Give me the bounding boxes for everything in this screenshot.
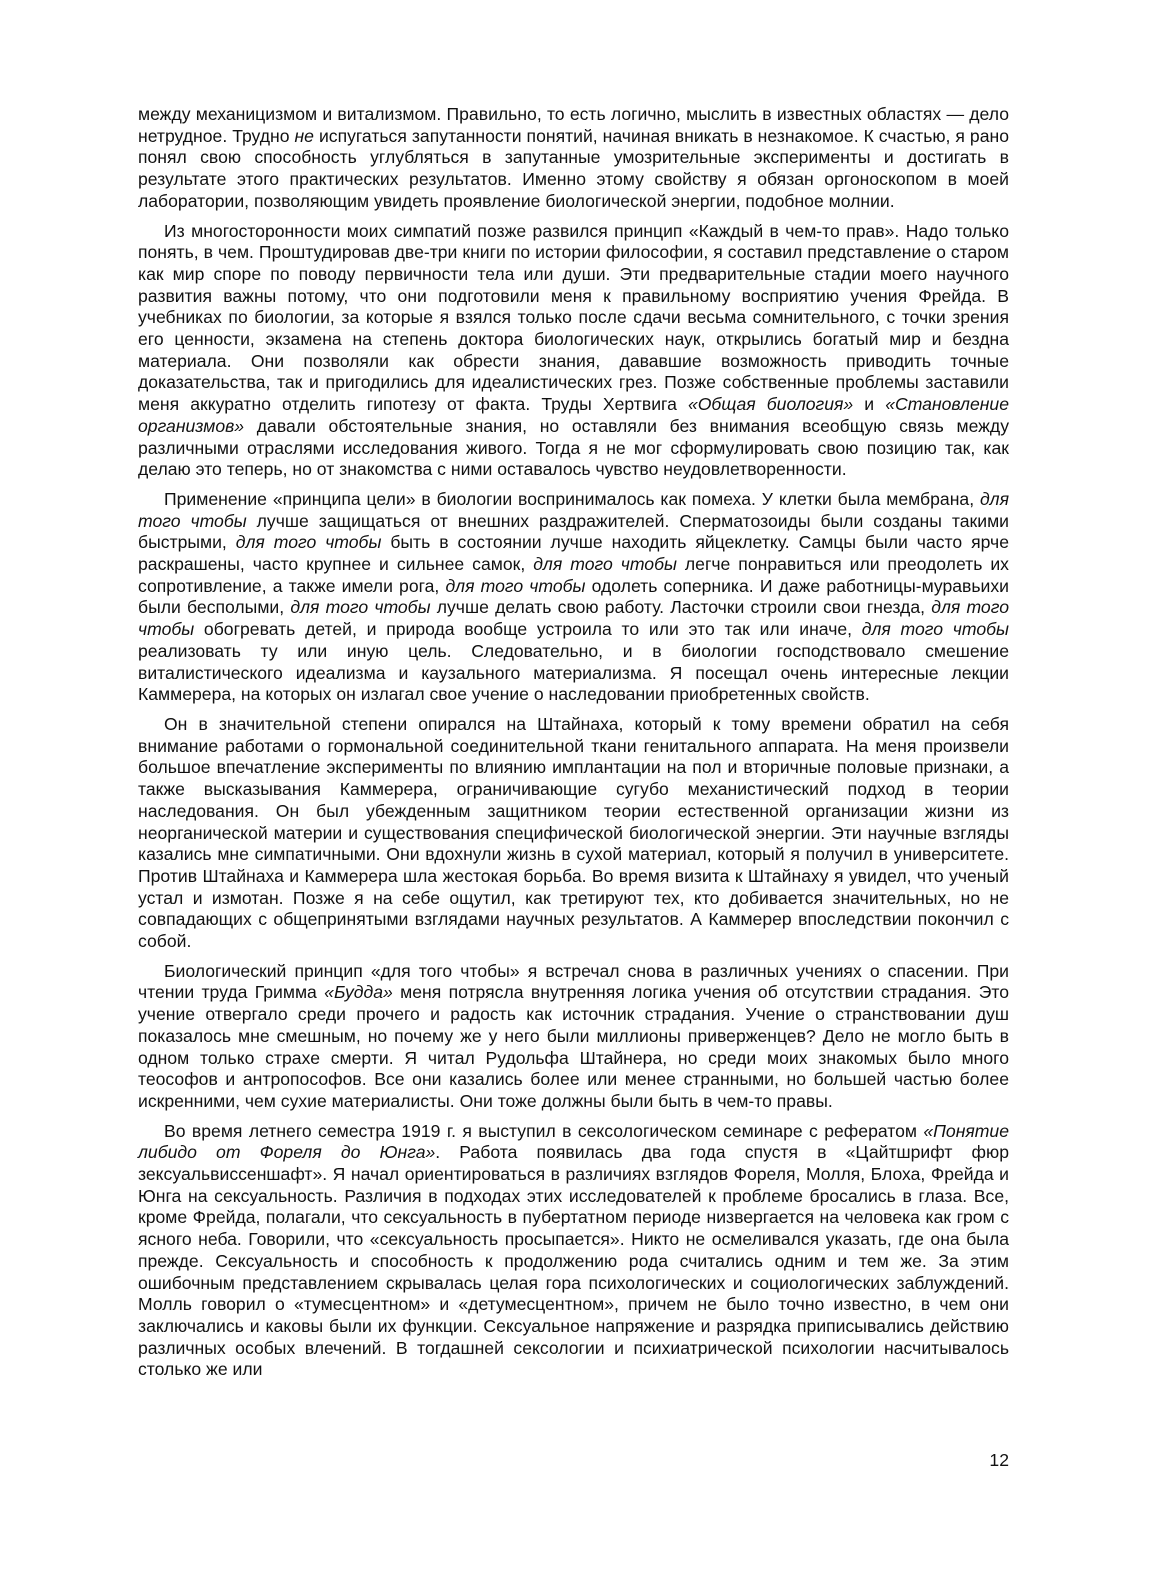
text-run: Биологический принцип «для того чтобы» я встречал снова в различных учениях о спасении. При чтении труда Гримма	[138, 960, 1009, 1003]
text-run: Из многосторонности моих симпатий позже развился принцип «Каждый в чем-то прав». Надо только понять, в чем. Проштудировав две-три книги по истории философии, я составил представление о старом как мир споре по поводу первичности тела или души. Эти предварительные стадии моего научного развития важны потому, что они подготовили меня к правильному восприятию учения Фрейда. В учебниках по биологии, за которые я взялся только после сдачи весьма сомнительного, с точки зрения его ценности, экзамена на степень доктора биологических наук, открылись богатый мир и бездна материала. Они позволяли как обрести знания, дававшие возможность приводить точные доказательства, так и пригодились для идеалистических грез. Позже собственные проблемы заставили меня аккуратно отделить гипотезу от факта. Труды Хертвига	[138, 220, 1009, 415]
text-run-italic: «Понятие либидо от Фореля до Юнга»	[138, 1120, 1009, 1163]
text-run: лучше защищаться от внешних раздражителей. Сперматозоиды были созданы такими быстрыми,	[138, 510, 1009, 553]
paragraph-2	[138, 221, 1009, 481]
text-run-italic: для того чтобы	[138, 597, 1009, 640]
paragraph-1	[138, 104, 1009, 213]
page-body	[138, 104, 1009, 1389]
text-run: меня потрясла внутренняя логика учения об отсутствии страдания. Это учение отвергало среди прочего и радость как источник страдания. Учение о странствовании душ показалось мне смешным, но почему же у него были миллионы приверженцев? Дело не могло быть в одном только страхе смерти. Я читал Рудольфа Штайнера, но среди моих знакомых было много теософов и антропософов. Все они казались более или менее странными, но большей частью более искренними, чем сухие материалисты. Они тоже должны были быть в чем-то правы.	[138, 982, 1009, 1111]
text-run: . Работа появилась два года спустя в «Цайтшрифт фюр зексуальвиссеншафт». Я начал ориентироваться в различиях взглядов Фореля, Молля, Блоха, Фрейда и Юнга на сексуальность. Различия в подходах этих исследователей к проблеме бросались в глаза. Все, кроме Фрейда, полагали, что сексуальность в пубертатном периоде низвергается на человека как гром с ясного неба. Говорили, что «сексуальность просыпается». Никто не осмеливался указать, где она была прежде. Сексуальность и способность к продолжению рода считались одним и тем же. За этим ошибочным представлением скрывалась целая гора психологических и социологических заблуждений. Молль говорил о «тумесцентном» и «детумесцентном», причем не было точно известно, в чем они заключались и каковы были их функции. Сексуальное напряжение и разрядка приписывались действию различных особых влечений. В тогдашней сексологии и психиатрической психологии насчитывалось столько же или	[138, 1142, 1009, 1380]
text-run-italic: для того чтобы	[861, 619, 1009, 640]
text-run-italic: «Будда»	[324, 982, 393, 1003]
text-run: Он в значительной степени опирался на Штайнаха, который к тому времени обратил на себя внимание работами о гормональной соединительной ткани генитального аппарата. На меня произвели большое впечатление эксперименты по влиянию имплантации на пол и вторичные половые признаки, а также высказывания Каммерера, ограничивающие сугубо механистический подход в теории наследования. Он был убежденным защитником теории естественной организации жизни из неорганической материи и существования специфической биологической энергии. Эти научные взгляды казались мне симпатичными. Они вдохнули жизнь в сухой материал, который я получил в университете. Против Штайнаха и Каммерера шла жестокая борьба. Во время визита к Штайнаху я увидел, что ученый устал и измотан. Позже я на себе ощутил, как третируют тех, кто добивается значительных, но не совпадающих с общепринятыми взглядами научных результатов. А Каммерер впоследствии покончил с собой.	[138, 713, 1009, 952]
text-run-italic: для того чтобы	[533, 554, 677, 575]
text-run: испугаться запутанности понятий, начиная вникать в незнакомое. К счастью, я рано понял свою способность углубляться в запутанные умозрительные эксперименты и достигать в результате этого практических результатов. Именно этому свойству я обязан оргоноскопом в моей лаборатории, позволяющим увидеть проявление биологической энергии, подобное молнии.	[138, 125, 1009, 211]
text-run: Применение «принципа цели» в биологии воспринималось как помеха. У клетки была мембрана,	[164, 488, 980, 509]
text-run-italic: «Становление организмов»	[138, 394, 1009, 436]
text-run-italic: для того чтобы	[445, 575, 586, 596]
text-run: одолеть соперника. И даже работницы-муравьихи были бесполыми,	[138, 575, 1010, 618]
text-run-italic: для того чтобы	[290, 597, 431, 618]
text-run: и	[853, 394, 886, 415]
text-run: лучше делать свою работу. Ласточки строили свои гнезда,	[430, 597, 932, 618]
text-run: быть в состоянии лучше находить яйцеклетку. Самцы были часто ярче раскрашены, часто крупнее и сильнее самок,	[138, 532, 1009, 575]
paragraph-6	[138, 1121, 1009, 1381]
text-run: Во время летнего семестра 1919 г. я выступил в сексологическом семинаре с рефератом	[164, 1120, 924, 1141]
page-number: 12	[989, 1450, 1009, 1470]
text-run: обогревать детей, и природа вообще устроила то или это так или иначе,	[194, 619, 862, 640]
text-run-italic: для того чтобы	[235, 532, 382, 553]
paragraph-4	[138, 714, 1009, 953]
text-run: реализовать ту или иную цель. Следовательно, и в биологии господствовало смешение виталистического идеализма и каузального материализма. Я посещал очень интересные лекции Каммерера, на которых он излагал свое учение о наследовании приобретенных свойств.	[138, 640, 1009, 705]
text-run: легче понравиться или преодолеть их сопротивление, а также имели рога,	[138, 554, 1009, 596]
text-run: между механицизмом и витализмом. Правильно, то есть логично, мыслить в известных областях — дело нетрудное. Трудно	[138, 104, 1009, 146]
text-run-italic: для того чтобы	[138, 488, 1009, 531]
text-run-italic: не	[294, 125, 314, 146]
paragraph-5	[138, 961, 1009, 1113]
text-run-italic: «Общая биология»	[687, 394, 854, 415]
paragraph-3	[138, 489, 1009, 706]
text-run: давали обстоятельные знания, но оставляли без внимания всеобщую связь между различными отраслями исследования живого. Тогда я не мог сформулировать свою позицию так, как делаю это теперь, но от знакомства с ними оставалось чувство неудовлетворенности.	[138, 415, 1009, 480]
